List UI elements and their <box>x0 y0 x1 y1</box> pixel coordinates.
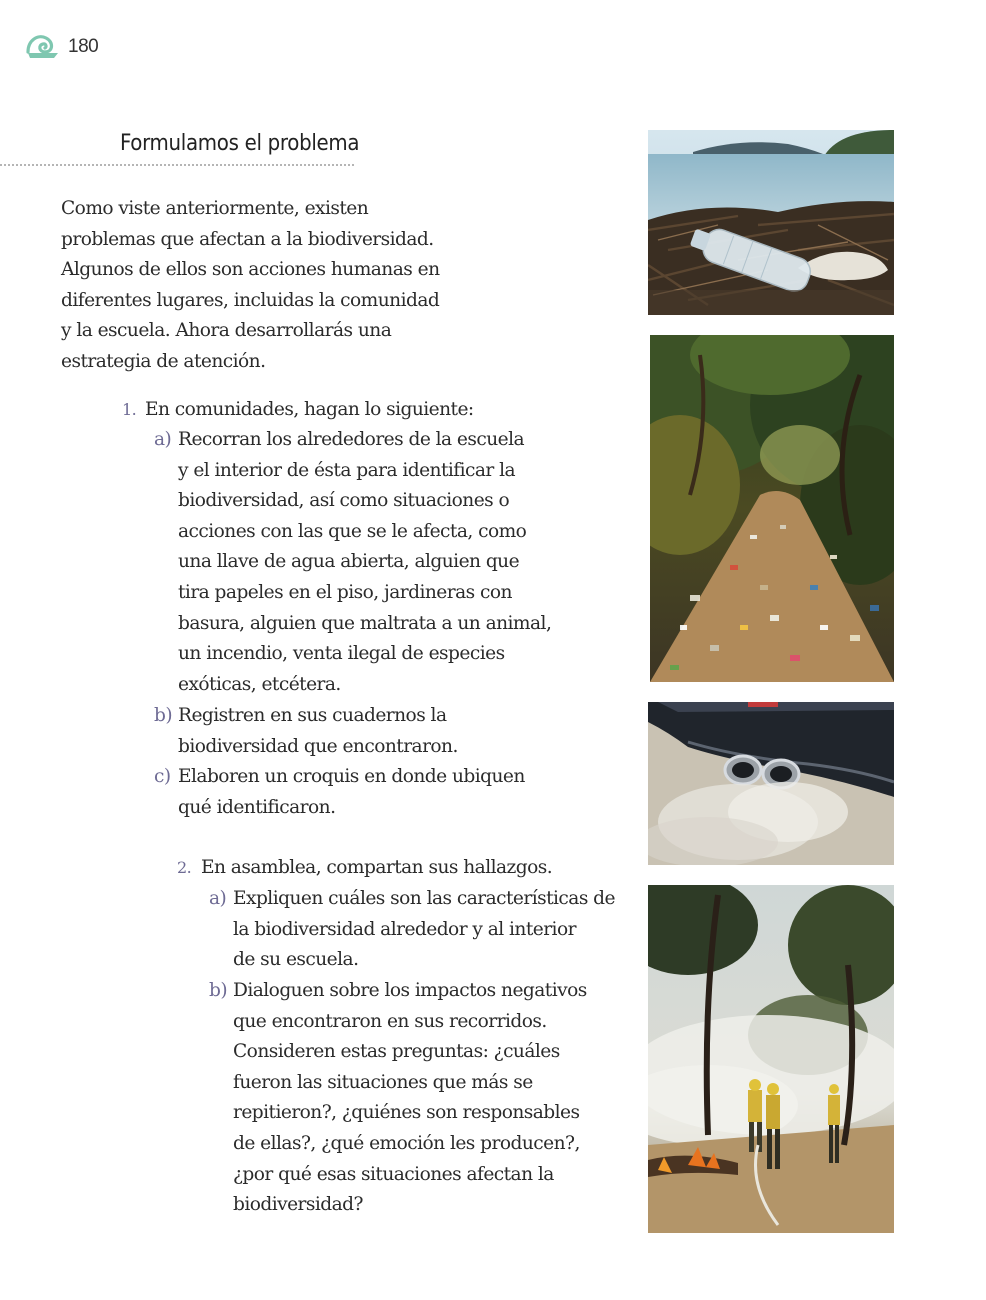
sub-item-letter: b) <box>154 705 173 726</box>
sub-item-letter: a) <box>209 888 227 909</box>
list-number: 2. <box>177 858 192 877</box>
list-item-2 <box>177 853 553 884</box>
sub-item-line: biodiversidad? <box>233 1194 363 1216</box>
intro-line: Algunos de ellos son acciones humanas en <box>61 259 440 281</box>
sub-item-letter: b) <box>209 980 228 1001</box>
sub-item-line: repitieron?, ¿quiénes son responsables <box>233 1102 580 1124</box>
sub-item-line: exóticas, etcétera. <box>178 673 341 695</box>
sub-item-1b <box>154 701 458 762</box>
sub-item-1a <box>154 425 552 700</box>
list-item-text: En asamblea, compartan sus hallazgos. <box>201 857 553 878</box>
sub-item-line: que encontraron en sus recorridos. <box>233 1010 547 1032</box>
sub-item-line: Consideren estas preguntas: ¿cuáles <box>233 1041 560 1063</box>
sub-item-line: la biodiversidad alrededor y al interior <box>233 918 576 940</box>
sub-item-line: Dialoguen sobre los impactos negativos <box>233 980 587 1001</box>
sub-item-2b <box>209 976 587 1221</box>
trash-covered-path-photo <box>650 335 894 682</box>
sub-item-letter: c) <box>154 766 171 787</box>
intro-line: y la escuela. Ahora desarrollarás una <box>61 320 392 342</box>
list-item-1 <box>122 395 474 426</box>
plastic-bottle-on-beach-photo <box>648 130 894 315</box>
page-header <box>26 30 98 64</box>
intro-line: Como viste anteriormente, existen <box>61 198 369 219</box>
sub-item-line: de ellas?, ¿qué emoción les producen?, <box>233 1132 580 1154</box>
sub-item-line: qué identificaron. <box>178 796 336 818</box>
sub-item-line: Registren en sus cuadernos la <box>178 705 447 726</box>
car-exhaust-smoke-photo <box>648 702 894 865</box>
section-title: Formulamos el problema <box>120 131 360 156</box>
sub-item-2a <box>209 884 615 976</box>
sub-item-line: Elaboren un croquis en donde ubiquen <box>178 766 525 787</box>
sub-item-line: y el interior de ésta para identificar la <box>178 459 516 481</box>
sub-item-line: Expliquen cuáles son las características de <box>233 888 615 909</box>
sub-item-line: fueron las situaciones que más se <box>233 1071 533 1093</box>
sub-item-line: biodiversidad, así como situaciones o <box>178 490 510 512</box>
list-number: 1. <box>122 400 137 419</box>
sub-item-line: tira papeles en el piso, jardineras con <box>178 581 512 603</box>
intro-line: problemas que afectan a la biodiversidad. <box>61 228 434 250</box>
sub-item-line: Recorran los alrededores de la escuela <box>178 429 525 450</box>
sub-item-line: ¿por qué esas situaciones afectan la <box>233 1163 554 1185</box>
intro-line: diferentes lugares, incluidas la comunidad <box>61 289 440 311</box>
sub-item-line: de su escuela. <box>233 949 359 971</box>
title-divider <box>0 164 354 166</box>
sub-item-line: un incendio, venta ilegal de especies <box>178 643 505 665</box>
snail-logo-icon <box>26 30 60 64</box>
sub-item-line: biodiversidad que encontraron. <box>178 735 458 757</box>
intro-paragraph <box>61 194 451 378</box>
sub-item-1c <box>154 762 525 823</box>
page-number: 180 <box>68 36 99 57</box>
firefighters-wildfire-photo <box>648 885 894 1233</box>
list-item-text: En comunidades, hagan lo siguiente: <box>145 399 474 420</box>
sub-item-line: basura, alguien que maltrata a un animal, <box>178 612 552 634</box>
intro-line: estrategia de atención. <box>61 350 266 372</box>
sub-item-letter: a) <box>154 429 172 450</box>
sub-item-line: una llave de agua abierta, alguien que <box>178 551 520 573</box>
sub-item-line: acciones con las que se le afecta, como <box>178 520 527 542</box>
